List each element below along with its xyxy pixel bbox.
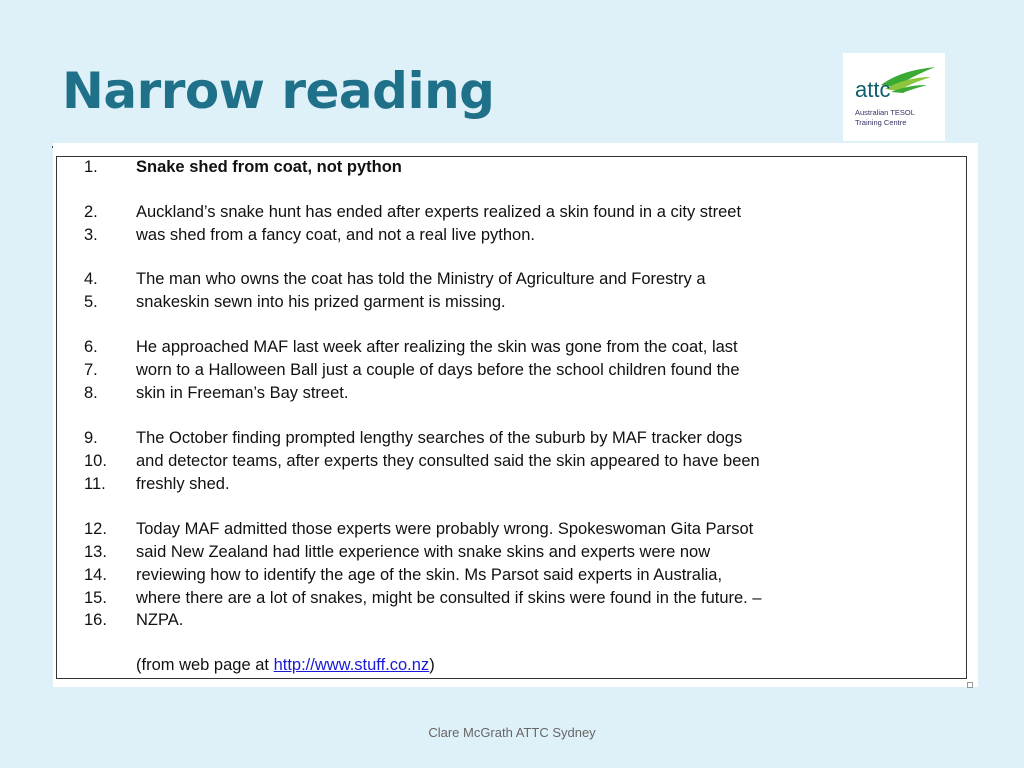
logo-wordmark: attc [855, 77, 891, 102]
logo-subtitle-line2: Training Centre [855, 118, 907, 127]
article-headline: Snake shed from coat, not python [136, 158, 402, 176]
line-text: said New Zealand had little experience with snake skins and experts were now [136, 543, 711, 561]
logo-subtitle-line1: Australian TESOL [855, 108, 915, 117]
source-link[interactable]: http://www.stuff.co.nz [273, 656, 430, 674]
line-text: where there are a lot of snakes, might be consulted if skins were found in the future. – [136, 589, 762, 607]
line-number: 3. [84, 226, 98, 244]
line-text: freshly shed. [136, 475, 230, 493]
line-number: 4. [84, 270, 98, 288]
line-number: 10. [84, 452, 107, 470]
line-number: 15. [84, 589, 107, 607]
line-number: 1. [84, 158, 98, 176]
line-number: 8. [84, 384, 98, 402]
line-number: 13. [84, 543, 107, 561]
line-text: skin in Freeman’s Bay street. [136, 384, 349, 402]
line-number: 2. [84, 203, 98, 221]
slide-footer: Clare McGrath ATTC Sydney [428, 725, 596, 740]
line-text: The man who owns the coat has told the Ministry of Agriculture and Forestry a [136, 270, 706, 288]
source-prefix: (from web page at [136, 656, 274, 674]
slide-title: Narrow reading [62, 62, 495, 120]
line-text: The October finding prompted lengthy searches of the suburb by MAF tracker dogs [136, 429, 743, 447]
line-text: snakeskin sewn into his prized garment is missing. [136, 293, 506, 311]
source-suffix: ) [429, 656, 435, 674]
line-number: 5. [84, 293, 98, 311]
logo-subtitle [855, 108, 943, 128]
attc-logo [843, 53, 945, 141]
resize-handle [967, 682, 973, 688]
line-number: 12. [84, 520, 107, 538]
line-text: Today MAF admitted those experts were probably wrong. Spokeswoman Gita Parsot [136, 520, 754, 538]
line-text: reviewing how to identify the age of the skin. Ms Parsot said experts in Australia, [136, 566, 723, 584]
line-text: and detector teams, after experts they consulted said the skin appeared to have been [136, 452, 760, 470]
line-text: was shed from a fancy coat, and not a real live python. [136, 226, 535, 244]
line-number: 11. [84, 475, 106, 493]
line-text: worn to a Halloween Ball just a couple of days before the school children found the [136, 361, 740, 379]
line-text: NZPA. [136, 611, 184, 629]
line-number: 6. [84, 338, 98, 356]
line-text: He approached MAF last week after realizing the skin was gone from the coat, last [136, 338, 738, 356]
line-text: Auckland’s snake hunt has ended after experts realized a skin found in a city street [136, 203, 742, 221]
line-number: 14. [84, 566, 107, 584]
line-number: 16. [84, 611, 107, 629]
line-number: 7. [84, 361, 98, 379]
line-number: 9. [84, 429, 98, 447]
